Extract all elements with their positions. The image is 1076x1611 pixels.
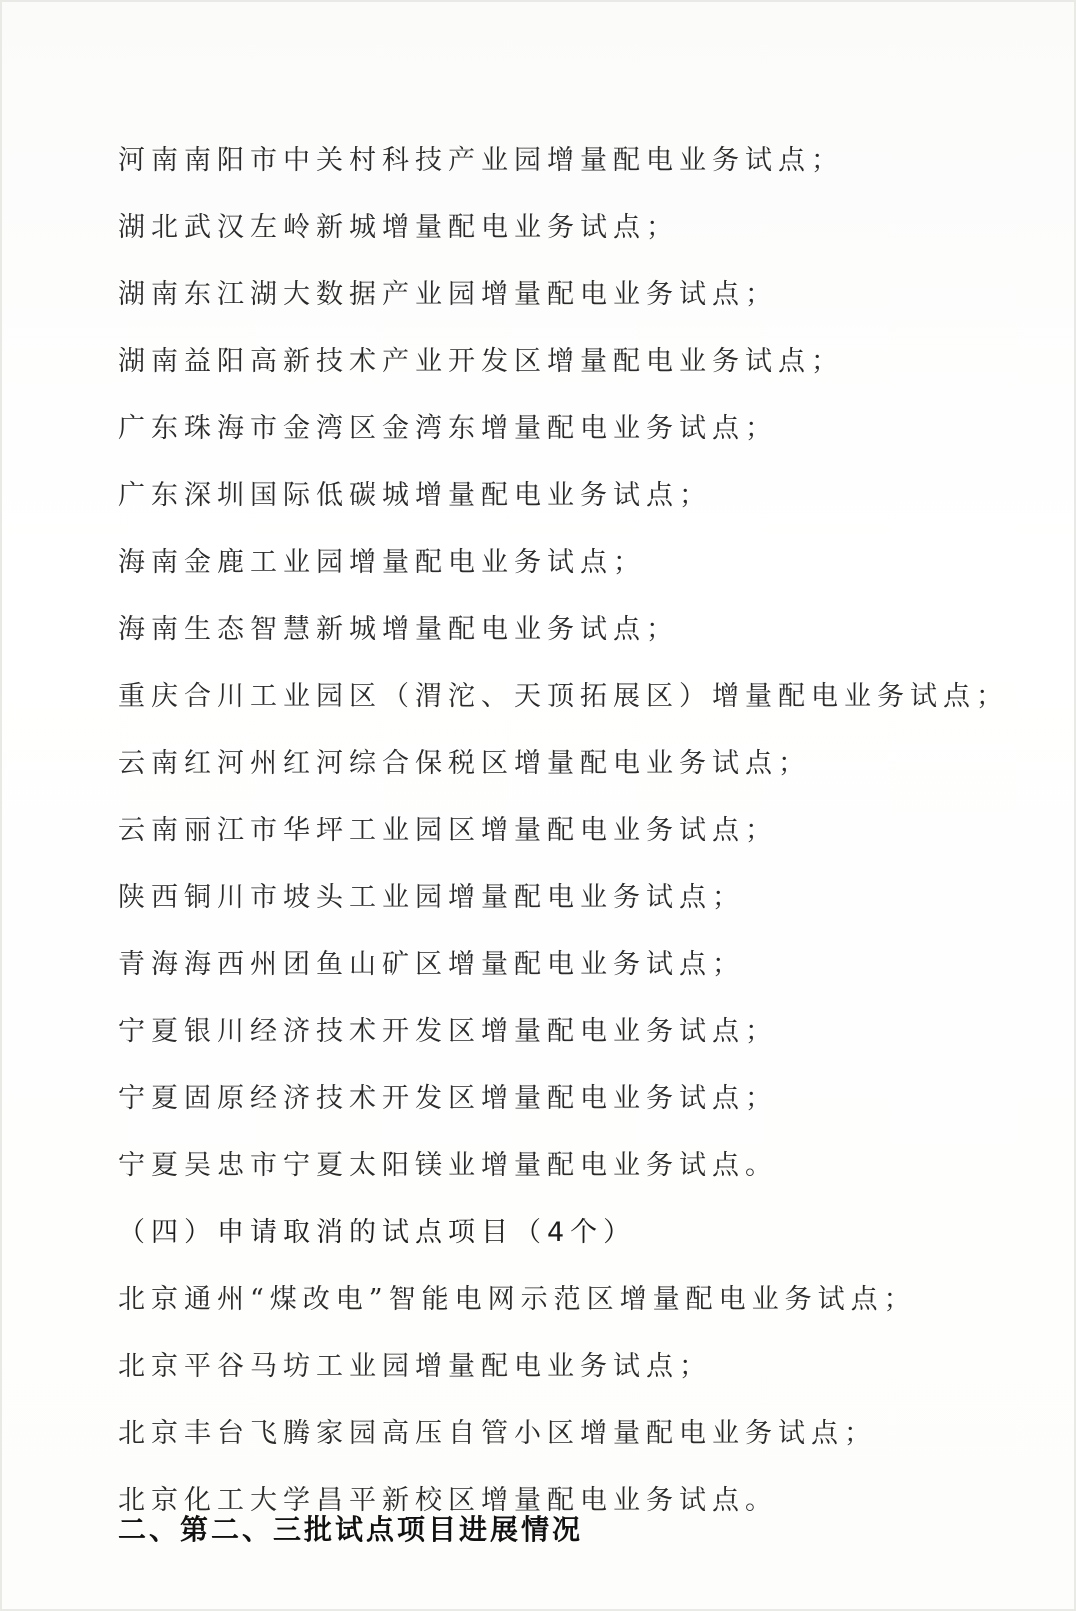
pilot-project-item: 宁夏银川经济技术开发区增量配电业务试点； bbox=[118, 1016, 778, 1047]
pilot-project-item: 云南丽江市华坪工业园区增量配电业务试点； bbox=[118, 815, 778, 846]
pilot-project-item: 广东珠海市金湾区金湾东增量配电业务试点； bbox=[118, 413, 778, 444]
pilot-project-item: 湖南益阳高新技术产业开发区增量配电业务试点； bbox=[118, 346, 844, 377]
pilot-project-item: 广东深圳国际低碳城增量配电业务试点； bbox=[118, 480, 712, 511]
pilot-project-item: 重庆合川工业园区（渭沱、天顶拓展区）增量配电业务试点； bbox=[118, 681, 1009, 712]
section-heading: 二、第二、三批试点项目进展情况 bbox=[118, 1513, 584, 1546]
pilot-project-item: 北京化工大学昌平新校区增量配电业务试点。 bbox=[118, 1485, 778, 1516]
pilot-project-item: 河南南阳市中关村科技产业园增量配电业务试点； bbox=[118, 145, 844, 176]
pilot-project-item: 海南金鹿工业园增量配电业务试点； bbox=[118, 547, 646, 578]
pilot-project-item: 宁夏固原经济技术开发区增量配电业务试点； bbox=[118, 1083, 778, 1114]
pilot-project-item: 宁夏吴忠市宁夏太阳镁业增量配电业务试点。 bbox=[118, 1150, 778, 1181]
pilot-project-item: 云南红河州红河综合保税区增量配电业务试点； bbox=[118, 748, 811, 779]
pilot-project-list bbox=[118, 138, 1009, 1545]
pilot-project-item: 青海海西州团鱼山矿区增量配电业务试点； bbox=[118, 949, 745, 980]
pilot-project-item: 陕西铜川市坡头工业园增量配电业务试点； bbox=[118, 882, 745, 913]
pilot-project-item: 湖南东江湖大数据产业园增量配电业务试点； bbox=[118, 279, 778, 310]
pilot-project-item: 北京通州“煤改电”智能电网示范区增量配电业务试点； bbox=[118, 1284, 917, 1315]
pilot-project-item: 北京丰台飞腾家园高压自管小区增量配电业务试点； bbox=[118, 1418, 877, 1449]
pilot-project-item: 海南生态智慧新城增量配电业务试点； bbox=[118, 614, 679, 645]
subsection-heading: （四）申请取消的试点项目（4个） bbox=[118, 1217, 637, 1248]
pilot-project-item: 湖北武汉左岭新城增量配电业务试点； bbox=[118, 212, 679, 243]
pilot-project-item: 北京平谷马坊工业园增量配电业务试点； bbox=[118, 1351, 712, 1382]
